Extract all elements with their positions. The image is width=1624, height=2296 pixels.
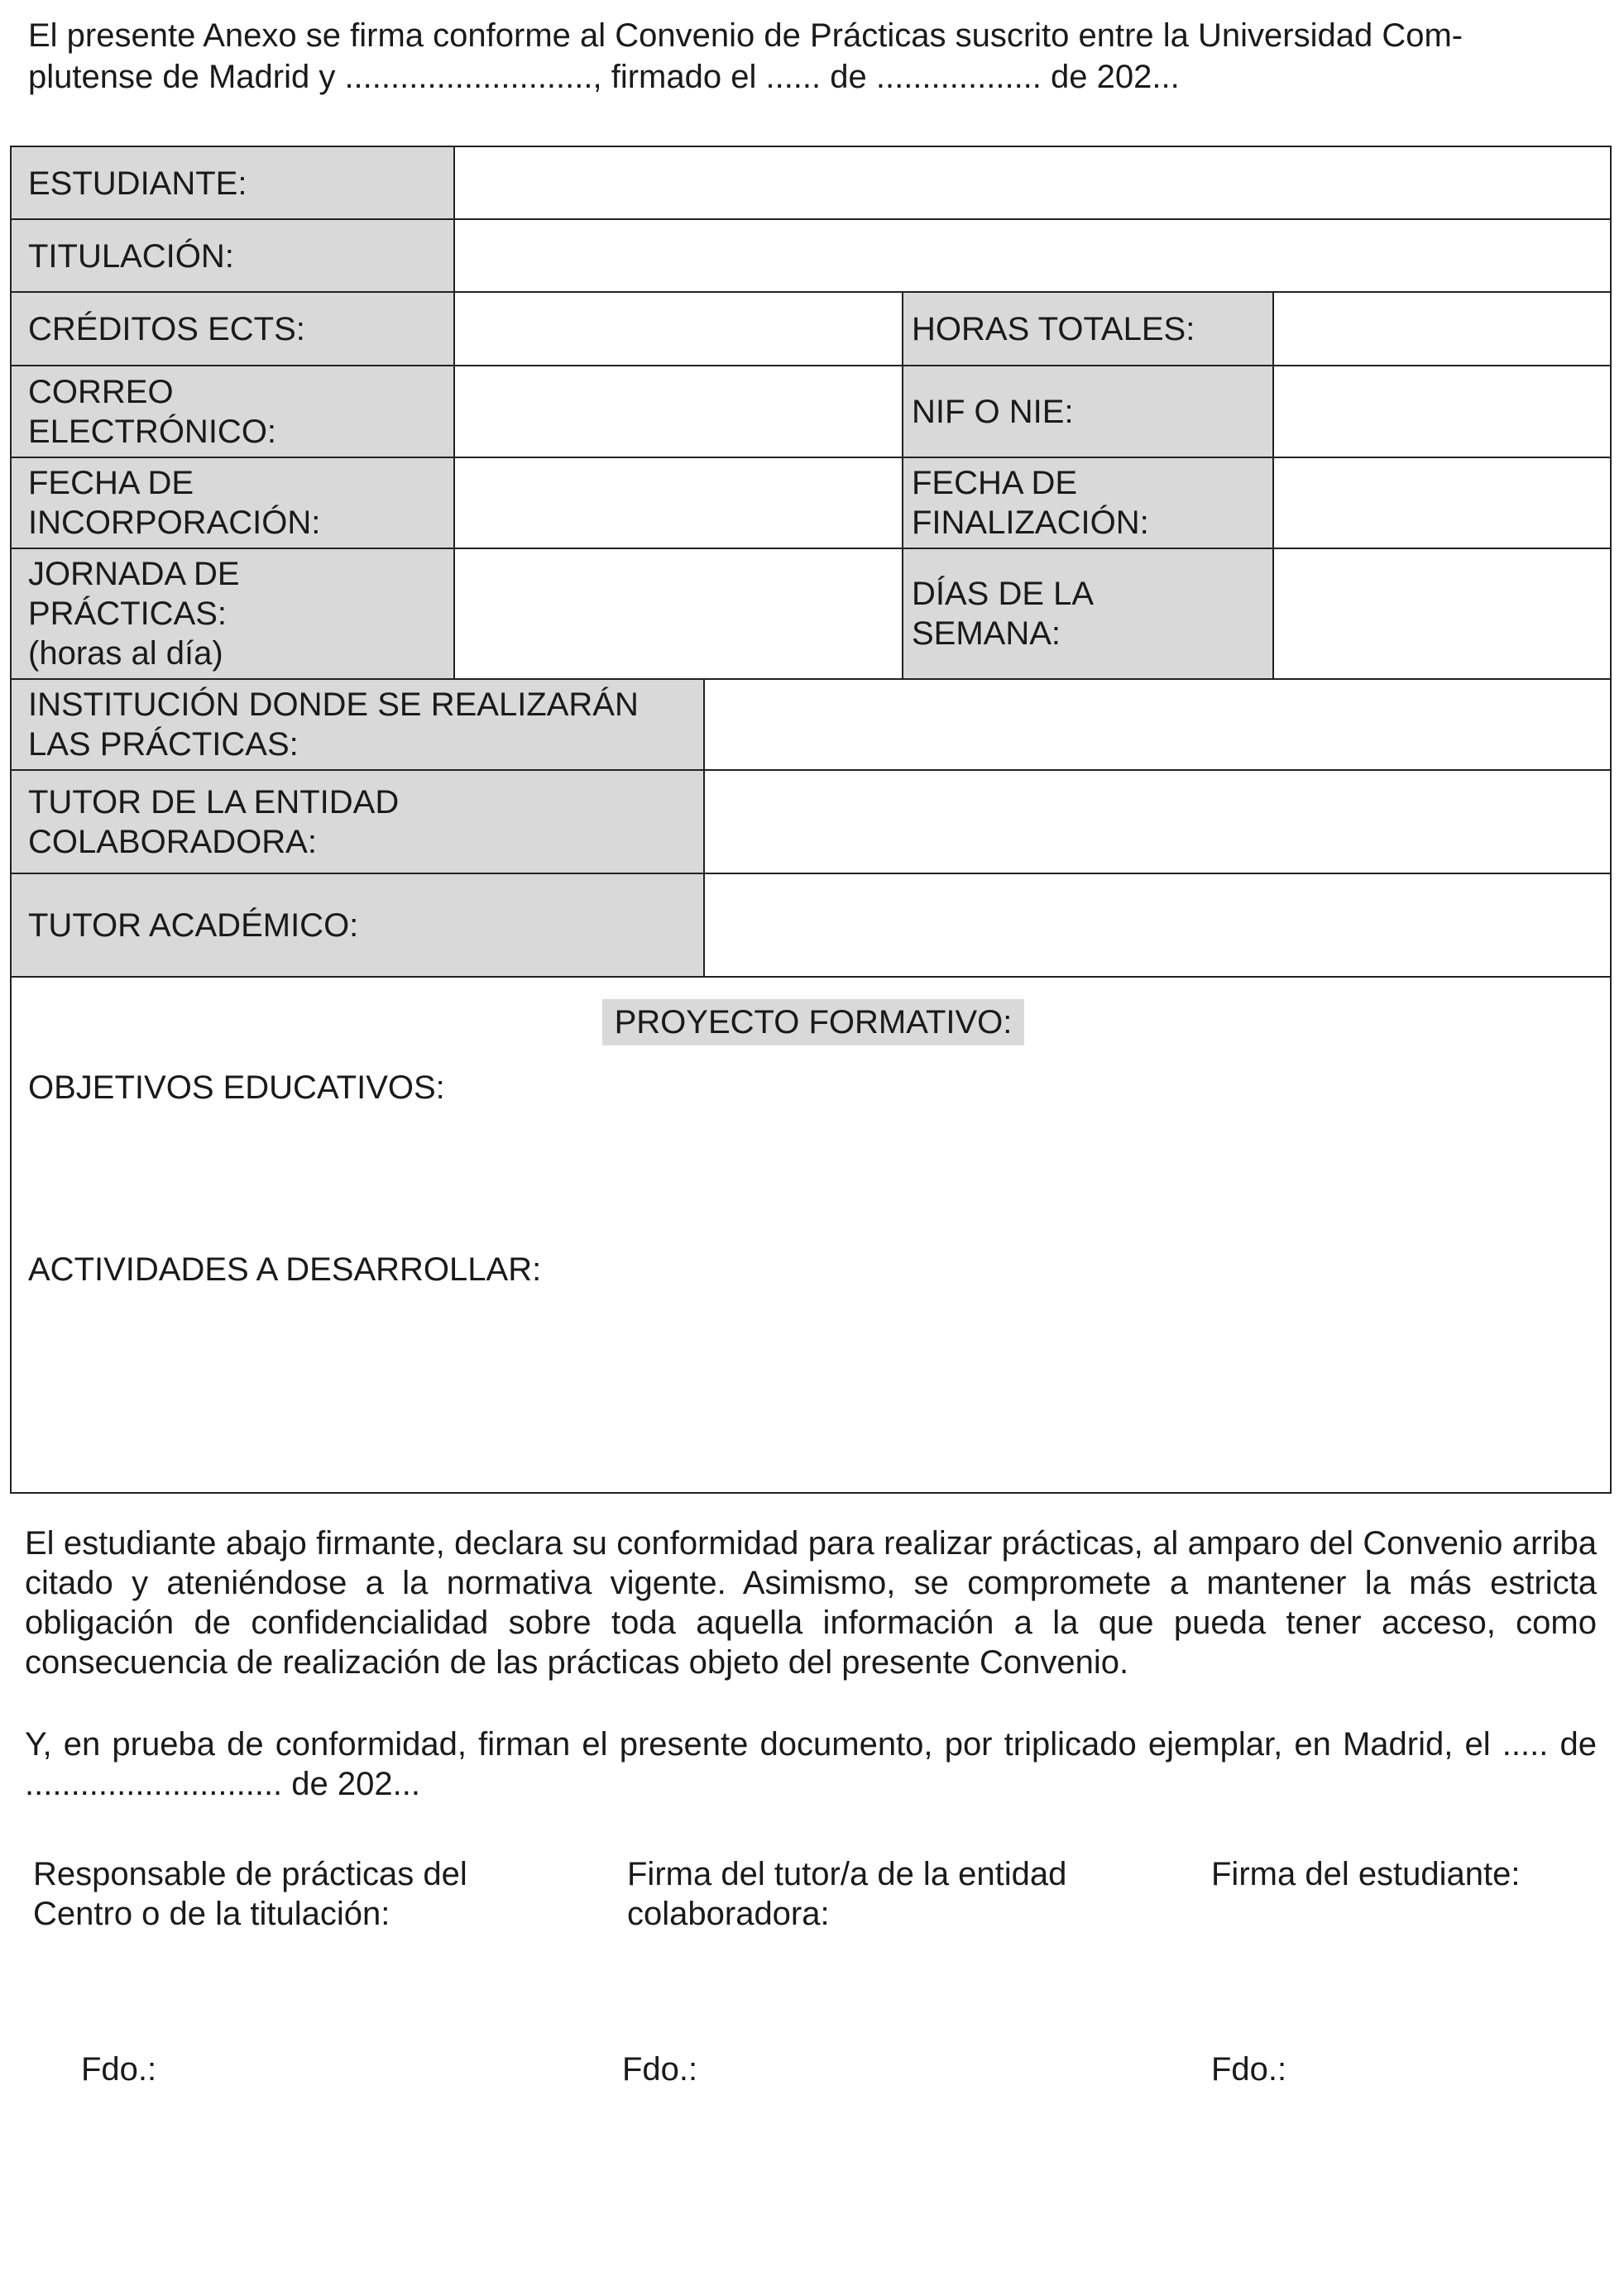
- estudiante-field[interactable]: [455, 149, 1610, 220]
- signature-estudiante-heading: Firma del estudiante:: [1211, 1856, 1521, 1892]
- creditos-field[interactable]: [455, 294, 902, 366]
- objetivos-educativos-field[interactable]: [28, 1112, 1592, 1236]
- label-titulacion: TITULACIÓN:: [28, 238, 234, 275]
- nif-field[interactable]: [1274, 367, 1610, 457]
- signature-responsable-fdo: Fdo.:: [81, 2051, 157, 2088]
- label-nif: NIF O NIE:: [912, 393, 1074, 430]
- declaration-paragraph: El estudiante abajo firmante, declara su conformidad para realizar prácticas, al amparo del Convenio arriba citado y ateniéndose a la normativa vigente. Asimismo, se compromete a mantener la más estricta obligación de confidencialidad sobre toda aquella información a la que pueda tener acceso, como consecuencia de realización de las prácticas objeto del presente Convenio.: [25, 1525, 1597, 1681]
- label-tutor-entidad: TUTOR DE LA ENTIDAD COLABORADORA:: [28, 783, 400, 860]
- signature-tutor-fdo: Fdo.:: [622, 2051, 698, 2088]
- dias-semana-field[interactable]: [1274, 550, 1610, 679]
- table-line: [10, 146, 1612, 147]
- table-line: [453, 146, 455, 680]
- fecha-incorporacion-field[interactable]: [455, 459, 902, 548]
- table-line: [1610, 146, 1612, 1494]
- horas-totales-field[interactable]: [1274, 294, 1610, 366]
- intro-line-2: plutense de Madrid y ..........................., firmado el ...... de .................. de 202...: [28, 59, 1180, 95]
- signature-responsable-heading: Responsable de prácticas del Centro o de la titulación:: [33, 1856, 467, 1932]
- label-estudiante: ESTUDIANTE:: [28, 165, 247, 202]
- table-line: [10, 218, 1612, 220]
- tutor-entidad-field[interactable]: [705, 772, 1610, 873]
- signature-estudiante-fdo: Fdo.:: [1211, 2051, 1287, 2088]
- label-correo: CORREO ELECTRÓNICO:: [28, 373, 277, 450]
- actividades-field[interactable]: [28, 1294, 1592, 1480]
- label-creditos: CRÉDITOS ECTS:: [28, 311, 305, 347]
- objetivos-educativos-label: OBJETIVOS EDUCATIVOS:: [28, 1069, 445, 1106]
- jornada-field[interactable]: [455, 550, 902, 679]
- table-line: [10, 1492, 1612, 1494]
- table-line: [1272, 291, 1274, 680]
- proyecto-formativo-heading: PROYECTO FORMATIVO:: [602, 999, 1024, 1045]
- label-fecha-finalizacion: FECHA DE FINALIZACIÓN:: [912, 465, 1149, 541]
- intro-paragraph: [28, 15, 1575, 98]
- label-dias-semana: DÍAS DE LA SEMANA:: [912, 576, 1095, 652]
- conformity-paragraph: Y, en prueba de conformidad, firman el presente documento, por triplicado ejemplar, en Madrid, el ..... de ............................ de 202...: [25, 1726, 1597, 1802]
- label-jornada: JORNADA DE PRÁCTICAS: (horas al día): [28, 556, 240, 672]
- tutor-academico-field[interactable]: [705, 875, 1610, 977]
- intro-line-1: El presente Anexo se firma conforme al Convenio de Prácticas suscrito entre la Universidad Com-: [28, 17, 1464, 54]
- correo-field[interactable]: [455, 367, 902, 457]
- signature-tutor-heading: Firma del tutor/a de la entidad colaboradora:: [627, 1856, 1067, 1932]
- label-tutor-academico: TUTOR ACADÉMICO:: [28, 906, 359, 944]
- label-institucion: INSTITUCIÓN DONDE SE REALIZARÁN LAS PRÁCTICAS:: [28, 686, 639, 763]
- table-line: [10, 146, 12, 1494]
- titulacion-field[interactable]: [455, 222, 1610, 293]
- table-line: [703, 678, 705, 978]
- fecha-finalizacion-field[interactable]: [1274, 459, 1610, 548]
- label-fecha-incorporacion: FECHA DE INCORPORACIÓN:: [28, 465, 321, 541]
- table-line: [902, 291, 903, 680]
- label-horas-totales: HORAS TOTALES:: [912, 311, 1195, 347]
- actividades-label: ACTIVIDADES A DESARROLLAR:: [28, 1251, 542, 1288]
- institucion-field[interactable]: [705, 681, 1610, 770]
